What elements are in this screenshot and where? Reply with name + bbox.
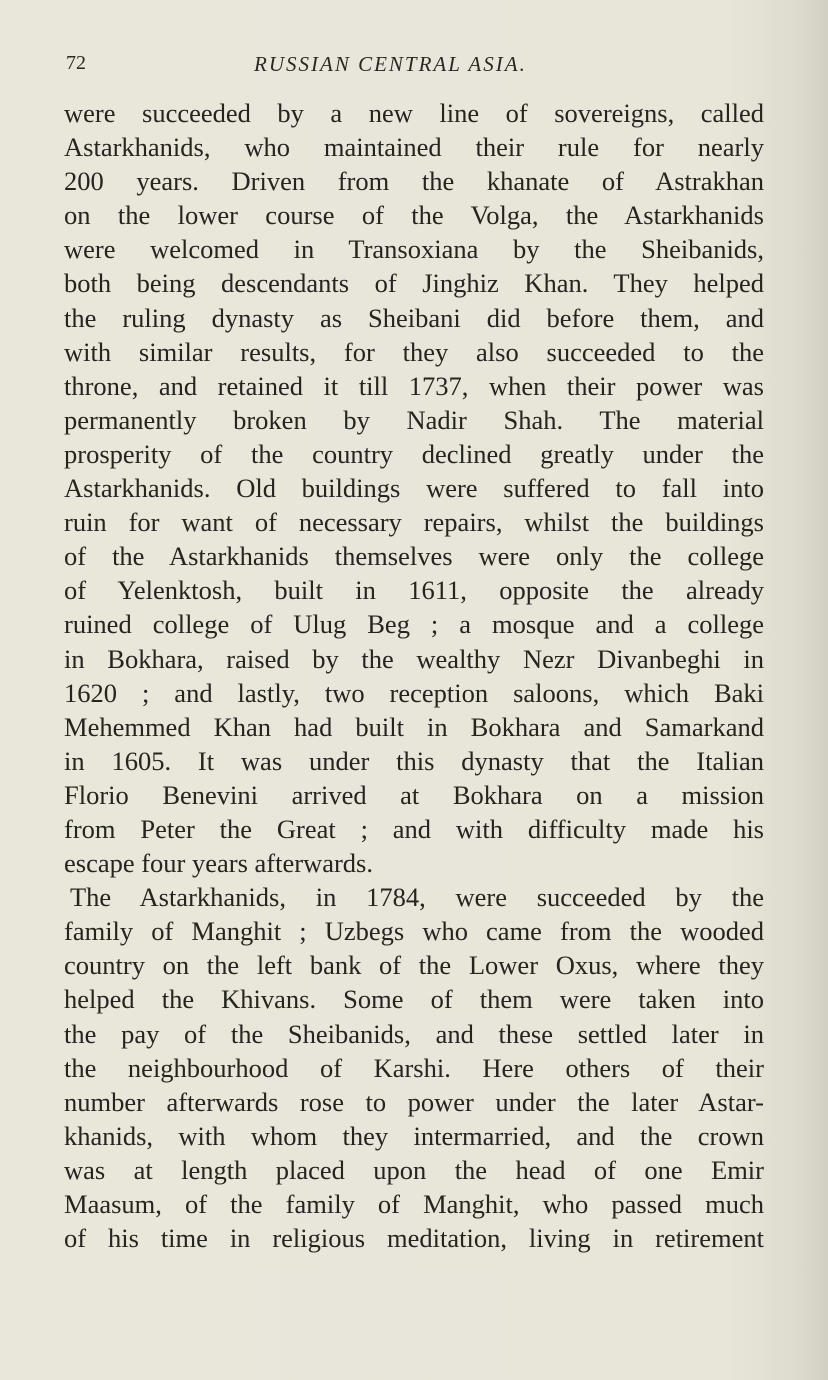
text-line: Mehemmed Khan had built in Bokhara and Samarkand	[64, 711, 764, 742]
text-line: permanently broken by Nadir Shah. The material	[64, 404, 764, 435]
text-line: khanids, with whom they intermarried, and the crown	[64, 1120, 764, 1151]
text-line: country on the left bank of the Lower Oxus, where they	[64, 950, 764, 981]
text-line: ruin for want of necessary repairs, whilst the buildings	[64, 507, 764, 538]
text-line: of Yelenktosh, built in 1611, opposite the already	[64, 575, 764, 606]
text-line: Astarkhanids. Old buildings were suffered to fall into	[64, 473, 764, 504]
text-line: the pay of the Sheibanids, and these settled later in	[64, 1018, 764, 1049]
text-line: 1620 ; and lastly, two reception saloons, which Baki	[64, 677, 764, 708]
text-line: helped the Khivans. Some of them were taken into	[64, 984, 764, 1015]
text-line: Florio Benevini arrived at Bokhara on a mission	[64, 779, 764, 810]
text-line: were welcomed in Transoxiana by the Sheibanids,	[64, 234, 764, 265]
text-line: the neighbourhood of Karshi. Here others of their	[64, 1052, 764, 1083]
text-line: Astarkhanids, who maintained their rule for nearly	[64, 132, 764, 163]
page-header	[64, 52, 764, 82]
text-line: number afterwards rose to power under the later Astar-	[64, 1086, 764, 1117]
text-line: ruined college of Ulug Beg ; a mosque and a college	[64, 609, 764, 640]
text-line: was at length placed upon the head of one Emir	[64, 1154, 764, 1185]
text-line: of his time in religious meditation, living in retirement	[64, 1223, 764, 1254]
text-line: from Peter the Great ; and with difficulty made his	[64, 813, 764, 844]
text-line-paragraph-end: escape four years afterwards.	[64, 848, 373, 879]
running-title: RUSSIAN CENTRAL ASIA.	[254, 52, 527, 76]
text-line: in 1605. It was under this dynasty that the Italian	[64, 745, 764, 776]
body-text	[64, 96, 764, 1255]
text-line: 200 years. Driven from the khanate of Astrakhan	[64, 166, 764, 197]
text-line: Maasum, of the family of Manghit, who passed much	[64, 1189, 764, 1219]
text-line: the ruling dynasty as Sheibani did before them, and	[64, 302, 764, 333]
text-line: both being descendants of Jinghiz Khan. They helped	[64, 268, 764, 299]
text-line: were succeeded by a new line of sovereigns, called	[64, 98, 764, 128]
text-line: of the Astarkhanids themselves were only the college	[64, 541, 764, 572]
page-number: 72	[66, 52, 86, 74]
text-line: in Bokhara, raised by the wealthy Nezr Divanbeghi in	[64, 643, 764, 674]
text-line: prosperity of the country declined greatly under the	[64, 438, 764, 469]
text-line: with similar results, for they also succeeded to the	[64, 336, 764, 367]
text-line: throne, and retained it till 1737, when their power was	[64, 370, 764, 401]
text-line: on the lower course of the Volga, the Astarkhanids	[64, 200, 764, 231]
text-line-paragraph-start: The Astarkhanids, in 1784, were succeeded by the	[70, 882, 764, 913]
text-line: family of Manghit ; Uzbegs who came from the wooded	[64, 916, 764, 947]
